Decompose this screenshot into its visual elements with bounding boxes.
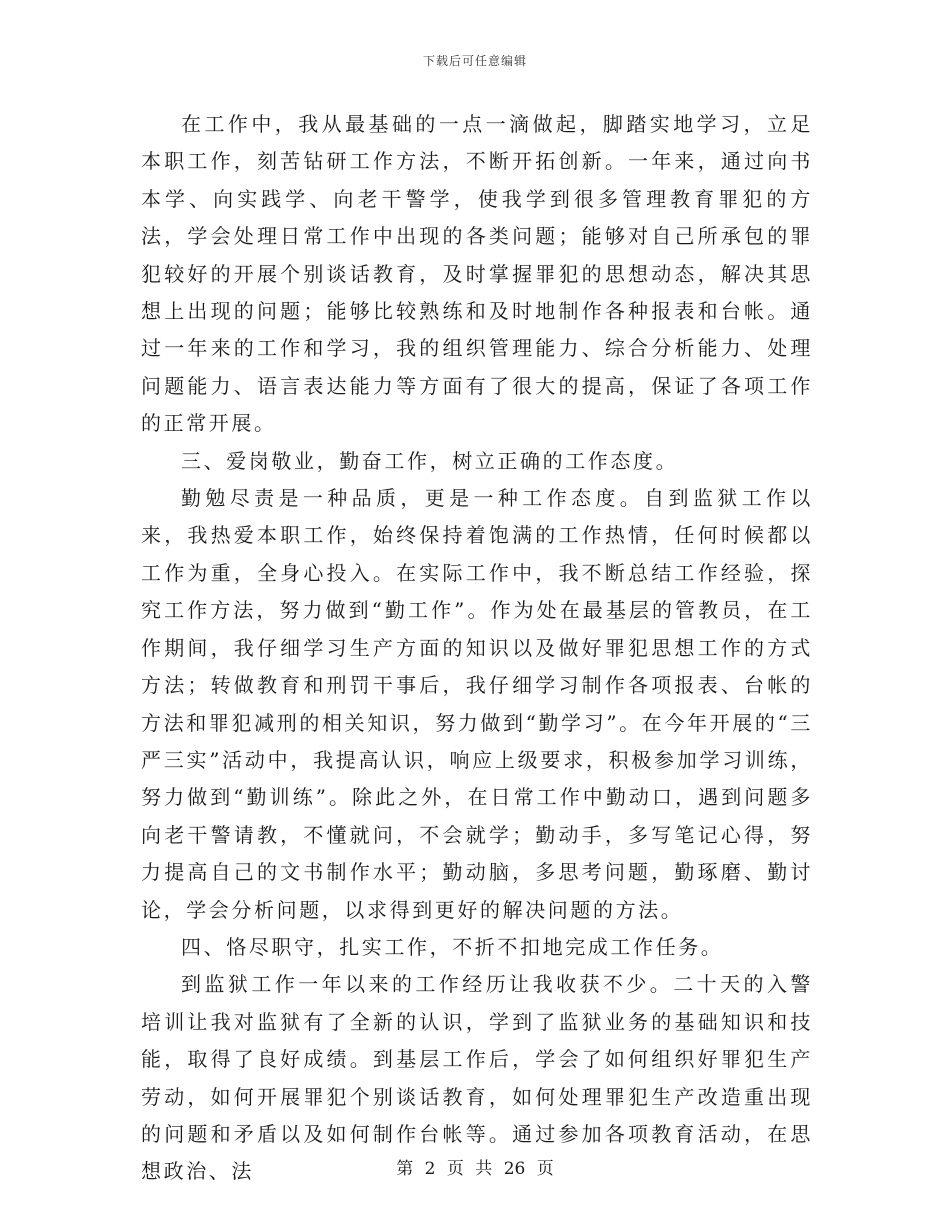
paragraph-diligence: 勤勉尽责是一种品质，更是一种工作态度。自到监狱工作以来，我热爱本职工作，始终保持着饱满的工作热情，任何时候都以工作为重，全身心投入。在实际工作中，我不断总结工作经验，探究工作方法，努力做到“勤工作”。作为处在最基层的管教员，在工作期间，我仔细学习生产方面的知识以及做好罪犯思想工作的方式方法；转做教育和刑罚干事后，我仔细学习制作各项报表、台帐的方法和罪犯减刑的相关知识，努力做到“勤学习”。在今年开展的“三严三实”活动中，我提高认识，响应上级要求，积极参加学习训练，努力做到“勤训练”。除此之外，在日常工作中勤动口，遇到问题多向老干警请教，不懂就问，不会就学；勤动手，多写笔记心得，努力提高自己的文书制作水平；勤动脑，多思考问题，勤琢磨、勤讨论，学会分析问题，以求得到更好的解决问题的方法。: [141, 486, 813, 922]
paragraph-experience: 到监狱工作一年以来的工作经历让我收获不少。二十天的入警培训让我对监狱有了全新的认识，学到了监狱业务的基础知识和技能，取得了良好成绩。到基层工作后，学会了如何组织好罪犯生产劳动，如何开展罪犯个别谈话教育，如何处理罪犯生产改造重出现的问题和矛盾以及如何制作台帐等。通过参加各项教育活动，在思想政治、法: [141, 972, 813, 1184]
page-number: 第 2 页 共 26 页: [396, 1159, 554, 1179]
section-heading-4: 四、恪尽职守，扎实工作，不折不扣地完成工作任务。: [181, 934, 724, 959]
section-heading-3: 三、爱岗敬业，勤奋工作，树立正确的工作态度。: [181, 448, 679, 473]
document-body: [141, 106, 813, 1191]
page-header-note: 下载后可任意编辑: [422, 54, 527, 68]
paragraph-work-methods: 在工作中，我从最基础的一点一滴做起，脚踏实地学习，立足本职工作，刻苦钻研工作方法，不断开拓创新。一年来，通过向书本学、向实践学、向老干警学，使我学到很多管理教育罪犯的方法，学会处理日常工作中出现的各类问题；能够对自己所承包的罪犯较好的开展个别谈话教育，及时掌握罪犯的思想动态，解决其思想上出现的问题；能够比较熟练和及时地制作各种报表和台帐。通过一年来的工作和学习，我的组织管理能力、综合分析能力、处理问题能力、语言表达能力等方面有了很大的提高，保证了各项工作的正常开展。: [141, 112, 813, 436]
